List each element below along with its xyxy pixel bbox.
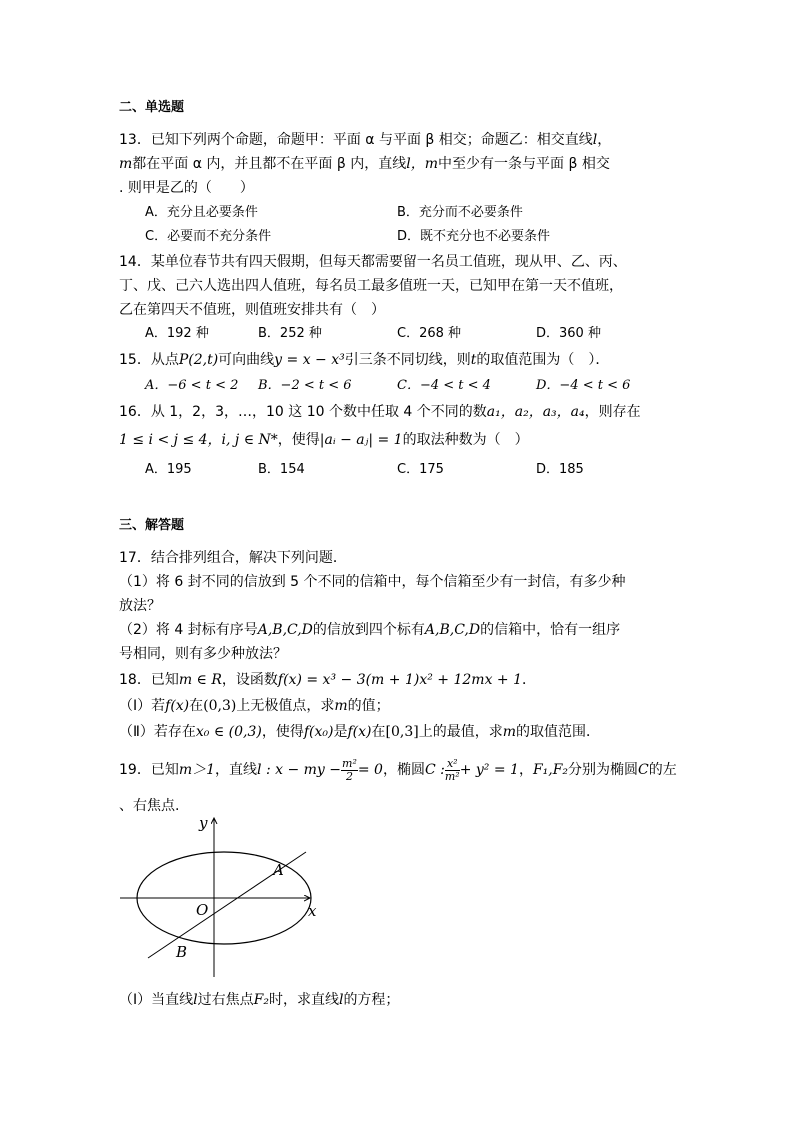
q19-ellipse-c: C : xyxy=(424,762,445,778)
q16-option-d: D．185 xyxy=(536,462,584,477)
q13-line1 xyxy=(119,130,611,150)
q17-text-4a: （2）将 4 封标有序号 xyxy=(119,622,258,638)
q18-p1-b: 在 xyxy=(189,698,204,714)
q17-line1: 17．结合排列组合，解决下列问题． xyxy=(119,550,347,566)
q14-option-c: C．268 种 xyxy=(397,326,462,341)
q19-p1-c: 时，求直线 xyxy=(268,992,339,1008)
q18-p2-fx0: f(x₀) xyxy=(303,724,334,740)
q13-text-1-end: ， xyxy=(597,132,612,148)
q19-cond: m＞1 xyxy=(178,762,216,778)
q19-eq0: = 0 xyxy=(357,762,383,778)
q15-end: 的取值范围为（ ）． xyxy=(476,352,610,368)
q16-line2 xyxy=(119,430,529,450)
q19-line-l: l : x − my − xyxy=(257,762,342,778)
q16-condition: 1 ≤ i < j ≤ 4，i, j ∈ N* xyxy=(119,432,278,448)
q18-function: f(x) = x³ − 3(m + 1)x² + 12mx + 1 xyxy=(277,672,522,688)
q18-p2-end: 的取值范围． xyxy=(515,724,600,740)
q19-p1-f2: F₂ xyxy=(253,992,269,1008)
q18-line1 xyxy=(119,670,536,690)
q15-suffix: 引三条不同切线，则 xyxy=(344,352,471,368)
q17-line4 xyxy=(119,620,620,640)
q13-line2 xyxy=(119,154,610,174)
q13-var-l: l xyxy=(592,132,598,148)
q16-equation: |aᵢ − aⱼ| = 1 xyxy=(319,432,403,448)
point-b-label: B xyxy=(176,943,188,961)
q13-option-c: C．必要而不充分条件 xyxy=(145,229,272,244)
q19-end: 的左 xyxy=(648,762,677,778)
q13-option-b: B．充分而不必要条件 xyxy=(397,205,523,220)
q15-line1 xyxy=(119,350,609,370)
q17-line2: （1）将 6 封不同的信放到 5 个不同的信箱中，每个信箱至少有一封信，有多少种 xyxy=(119,574,626,590)
q19-p1-l2: l xyxy=(338,992,344,1008)
q13-text-2-end: 中至少有一条与平面 β 相交 xyxy=(438,156,610,172)
q14-option-a: A．192 种 xyxy=(145,326,209,341)
y-axis-label: y xyxy=(199,814,208,832)
ellipse-figure xyxy=(110,812,340,982)
q19-fraction-m2-over-2 xyxy=(341,758,358,783)
q15-option-a: A．−6 < t < 2 xyxy=(145,378,239,393)
q18-p1-d: 的值； xyxy=(347,698,390,714)
q18-cond: m ∈ R xyxy=(178,672,222,688)
q15-var-t: t xyxy=(470,352,477,368)
q19-ell-rest: + y² = 1 xyxy=(459,762,519,778)
q17-line5: 号相同，则有多少种放法？ xyxy=(119,646,287,662)
q15-mid: 可向曲线 xyxy=(218,352,275,368)
q19-mid4: 分别为椭圆 xyxy=(568,762,639,778)
q13-option-a: A．充分且必要条件 xyxy=(145,205,258,220)
q14-line2: 丁、戊、己六人选出四人值班，每名员工最多值班一天，已知甲在第一天不值班， xyxy=(119,278,623,294)
q15-prefix: 15．从点 xyxy=(119,352,179,368)
q18-p2-interval: [0,3] xyxy=(385,724,419,740)
q15-option-d: D．−4 < t < 6 xyxy=(536,378,631,393)
q19-c: C xyxy=(638,762,649,778)
q15-curve: y = x − x³ xyxy=(274,352,345,368)
q16-option-c: C．175 xyxy=(397,462,444,477)
q19-mid2: ，椭圆 xyxy=(382,762,425,778)
origin-label: O xyxy=(196,901,209,919)
q17-text-4c: 的信箱中，恰有一组序 xyxy=(480,622,621,638)
q13-text-1: 13．已知下列两个命题，命题甲：平面 α 与平面 β 相交；命题乙：相交直线 xyxy=(119,132,593,148)
q16-text-1-end: ，则存在 xyxy=(584,404,641,420)
q19-ell-num: x² xyxy=(445,758,460,771)
q15-point: P(2,t) xyxy=(178,352,219,368)
q18-p2-m: m xyxy=(502,724,516,740)
q16-end: 的取法种数为（ ） xyxy=(402,432,529,448)
q19-frac-num: m² xyxy=(342,756,357,770)
q18-p1-f: f(x) xyxy=(165,698,190,714)
q18-end: ． xyxy=(522,672,536,688)
section-heading-single-choice: 二、单选题 xyxy=(119,100,185,115)
q16-vars: a₁，a₂，a₃，a₄ xyxy=(486,404,585,420)
q18-part2 xyxy=(119,722,600,742)
q16-text-1: 16．从 1，2，3，…，10 这 10 个数中任取 4 个不同的数 xyxy=(119,404,487,420)
q18-p1-c: 上无极值点，求 xyxy=(236,698,335,714)
q18-p2-c: 是 xyxy=(333,724,348,740)
q18-p2-f: f(x) xyxy=(347,724,372,740)
q16-option-b: B．154 xyxy=(258,462,305,477)
q18-p2-d: 在 xyxy=(371,724,386,740)
q18-p2-b: ，使得 xyxy=(261,724,304,740)
x-axis-label: x xyxy=(308,902,317,920)
q19-fraction-x2-over-m2 xyxy=(445,758,460,783)
q19-foci: F₁,F₂ xyxy=(532,762,569,778)
q19-prefix: 19．已知 xyxy=(119,762,179,778)
q19-line1 xyxy=(119,756,677,784)
q18-p1-a: （Ⅰ）若 xyxy=(119,698,166,714)
q13-var-lm: l，m xyxy=(406,156,439,172)
q19-part1 xyxy=(119,990,399,1010)
q19-mid1: ，直线 xyxy=(215,762,258,778)
q19-p1-a: （Ⅰ）当直线 xyxy=(119,992,194,1008)
q15-option-c: C．−4 < t < 4 xyxy=(397,378,491,393)
section-heading-answer: 三、解答题 xyxy=(119,518,185,533)
q13-text-2: 都在平面 α 内，并且都不在平面 β 内，直线 xyxy=(132,156,407,172)
q17-abcd-1: A,B,C,D xyxy=(257,622,313,638)
q19-frac-den: 2 xyxy=(345,769,353,783)
q16-line1 xyxy=(119,402,641,422)
q14-option-d: D．360 种 xyxy=(536,326,601,341)
q15-option-b: B．−2 < t < 6 xyxy=(258,378,352,393)
q19-p1-d: 的方程； xyxy=(343,992,400,1008)
q13-line3: . 则甲是乙的（ ） xyxy=(119,180,254,196)
q19-line2: 、右焦点. xyxy=(119,798,180,814)
q19-p1-b: 过右焦点 xyxy=(197,992,254,1008)
q18-p2-x0: x₀ ∈ (0,3) xyxy=(195,724,262,740)
q17-text-4b: 的信放到四个标有 xyxy=(312,622,425,638)
q13-var-m: m xyxy=(119,156,133,172)
q16-option-a: A．195 xyxy=(145,462,192,477)
q18-prefix: 18．已知 xyxy=(119,672,179,688)
q19-mid3: ， xyxy=(518,762,533,778)
q17-abcd-2: A,B,C,D xyxy=(424,622,481,638)
q18-part1 xyxy=(119,696,390,716)
q17-line3: 放法？ xyxy=(119,598,161,614)
q14-line3: 乙在第四天不值班，则值班安排共有（ ） xyxy=(119,302,385,318)
q16-mid: ，使得 xyxy=(277,432,320,448)
q19-p1-l: l xyxy=(193,992,198,1008)
q18-p2-a: （Ⅱ）若存在 xyxy=(119,724,196,740)
q14-line1: 14．某单位春节共有四天假期，但每天都需要留一名员工值班，现从甲、乙、丙、 xyxy=(119,254,627,270)
q13-option-d: D．既不充分也不必要条件 xyxy=(397,229,551,244)
q18-p1-interval: (0,3) xyxy=(203,698,237,714)
q18-p2-e: 上的最值，求 xyxy=(418,724,503,740)
q19-ell-den: m² xyxy=(444,769,460,783)
q18-p1-m: m xyxy=(334,698,348,714)
point-a-label: A xyxy=(273,861,284,879)
q14-option-b: B．252 种 xyxy=(258,326,322,341)
q18-mid: ，设函数 xyxy=(221,672,278,688)
